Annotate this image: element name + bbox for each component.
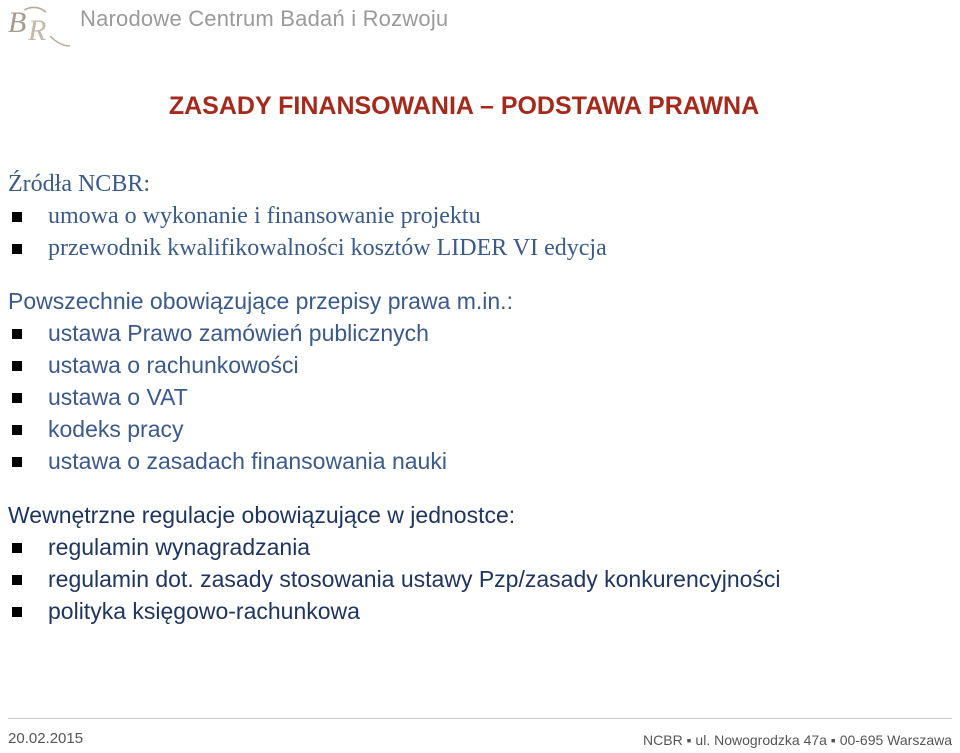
square-bullet-icon xyxy=(12,212,22,222)
slide-header xyxy=(0,0,960,52)
list-item xyxy=(8,317,953,349)
footer-divider xyxy=(8,718,952,719)
section-heading: Powszechnie obowiązujące przepisy prawa m.in.: xyxy=(8,288,513,314)
square-bullet-icon xyxy=(12,543,22,553)
list-item-text: ustawa o rachunkowości xyxy=(48,352,299,378)
square-bullet-icon xyxy=(12,425,22,435)
section-ncbr-sources xyxy=(8,168,953,264)
list-item xyxy=(8,445,953,477)
square-bullet-icon xyxy=(12,329,22,339)
square-bullet-icon xyxy=(12,575,22,585)
section-heading: Wewnętrzne regulacje obowiązujące w jednostce: xyxy=(8,502,516,528)
section-heading: Źródła NCBR: xyxy=(8,171,150,197)
list-item-text: ustawa o VAT xyxy=(48,384,188,410)
section-general-law xyxy=(8,285,953,477)
svg-text:R: R xyxy=(28,14,47,47)
list-item xyxy=(8,563,953,595)
bullet-list xyxy=(8,200,953,264)
footer-date: 20.02.2015 xyxy=(8,730,84,747)
square-bullet-icon xyxy=(12,457,22,467)
list-item-text: ustawa o zasadach finansowania nauki xyxy=(48,448,447,474)
list-item xyxy=(8,531,953,563)
list-item-text: ustawa Prawo zamówień publicznych xyxy=(48,320,429,346)
section-internal-regulations xyxy=(8,499,953,627)
list-item-text: regulamin dot. zasady stosowania ustawy Pzp/zasady konkurencyjności xyxy=(48,566,781,592)
square-bullet-icon xyxy=(12,393,22,403)
list-item-text: regulamin wynagradzania xyxy=(48,534,311,560)
ncbr-logo-icon xyxy=(6,2,76,50)
square-bullet-icon xyxy=(12,244,22,254)
list-item xyxy=(8,232,953,264)
bullet-list xyxy=(8,531,953,627)
list-item xyxy=(8,413,953,445)
svg-text:B: B xyxy=(8,6,27,39)
list-item-text: polityka księgowo-rachunkowa xyxy=(48,598,360,624)
bullet-list xyxy=(8,317,953,477)
square-bullet-icon xyxy=(12,361,22,371)
list-item-text: umowa o wykonanie i finansowanie projektu xyxy=(48,203,481,229)
organization-name: Narodowe Centrum Badań i Rozwoju xyxy=(80,6,449,31)
list-item xyxy=(8,595,953,627)
square-bullet-icon xyxy=(12,607,22,617)
list-item-text: przewodnik kwalifikowalności kosztów LIDER VI edycja xyxy=(48,235,607,261)
slide-title: ZASADY FINANSOWANIA – PODSTAWA PRAWNA xyxy=(168,92,760,120)
list-item xyxy=(8,349,953,381)
slide-content xyxy=(8,168,953,627)
list-item-text: kodeks pracy xyxy=(48,416,184,442)
list-item xyxy=(8,200,953,232)
footer-address: NCBR ▪ ul. Nowogrodzka 47a ▪ 00-695 Warszawa xyxy=(643,732,952,748)
list-item xyxy=(8,381,953,413)
